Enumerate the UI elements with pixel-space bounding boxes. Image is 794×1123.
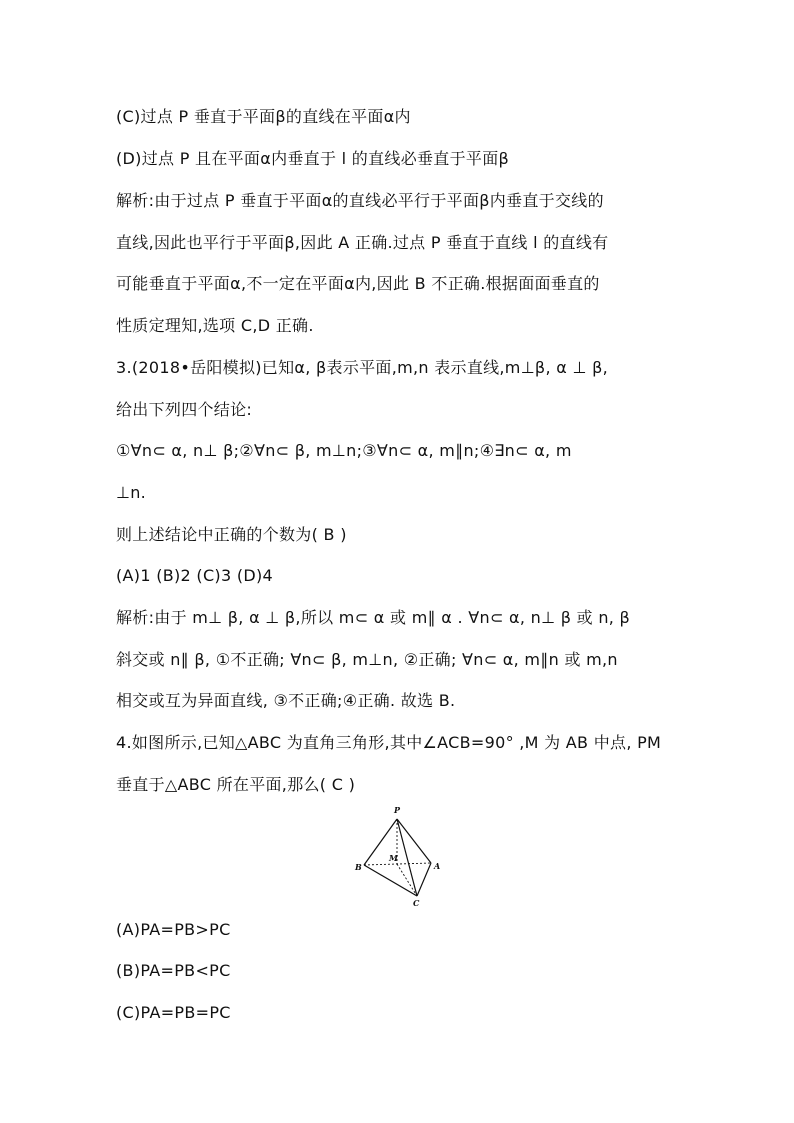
- edge-pc: [397, 819, 417, 896]
- edge-ac: [417, 863, 431, 896]
- option-b-line: (B)PA=PB<PC: [116, 961, 231, 980]
- analysis-line-4: 性质定理知,选项 C,D 正确.: [116, 316, 314, 335]
- analysis-line-2: 直线,因此也平行于平面β,因此 A 正确.过点 P 垂直于直线 l 的直线有: [116, 233, 609, 252]
- question-4-stem: 4.如图所示,已知△ABC 为直角三角形,其中∠ACB=90° ,M 为 AB 中点, PM: [116, 733, 662, 752]
- edge-bc: [364, 865, 417, 896]
- option-c-line-2: (C)PA=PB=PC: [116, 1003, 231, 1022]
- tetrahedron-figure: [350, 798, 450, 910]
- segment-mc-dashed: [397, 864, 417, 896]
- question-3-options: (A)1 (B)2 (C)3 (D)4: [116, 566, 274, 585]
- label-p: P: [394, 805, 401, 815]
- option-c-line: (C)过点 P 垂直于平面β的直线在平面α内: [116, 107, 411, 126]
- option-a-line: (A)PA=PB>PC: [116, 920, 231, 939]
- question-3-conclusions-cont: ⊥n.: [116, 483, 147, 502]
- label-m: M: [389, 853, 398, 863]
- question-3-analysis-1: 解析:由于 m⊥ β, α ⊥ β,所以 m⊂ α 或 m∥ α . ∀n⊂ α, n⊥ β 或 n, β: [116, 608, 631, 627]
- label-a: A: [434, 861, 441, 871]
- question-3-ask: 则上述结论中正确的个数为( B ): [116, 525, 347, 544]
- analysis-line-1: 解析:由于过点 P 垂直于平面α的直线必平行于平面β内垂直于交线的: [116, 191, 604, 210]
- question-3-intro: 给出下列四个结论:: [116, 400, 253, 419]
- question-3-conclusions: ①∀n⊂ α, n⊥ β;②∀n⊂ β, m⊥n;③∀n⊂ α, m∥n;④∃n⊂ α, m: [116, 441, 572, 460]
- question-3-analysis-2: 斜交或 n∥ β, ①不正确; ∀n⊂ β, m⊥n, ②正确; ∀n⊂ α, m∥n 或 m,n: [116, 650, 618, 669]
- label-b: B: [355, 862, 362, 872]
- question-4-stem-cont: 垂直于△ABC 所在平面,那么( C ): [116, 775, 356, 794]
- tetrahedron-svg: [350, 798, 450, 910]
- option-d-line: (D)过点 P 且在平面α内垂直于 l 的直线必垂直于平面β: [116, 149, 510, 168]
- question-3-analysis-3: 相交或互为异面直线, ③不正确;④正确. 故选 B.: [116, 691, 456, 710]
- question-3-stem: 3.(2018•岳阳模拟)已知α, β表示平面,m,n 表示直线,m⊥β, α ⊥ β,: [116, 358, 608, 377]
- label-c: C: [413, 898, 420, 908]
- analysis-line-3: 可能垂直于平面α,不一定在平面α内,因此 B 不正确.根据面面垂直的: [116, 274, 600, 293]
